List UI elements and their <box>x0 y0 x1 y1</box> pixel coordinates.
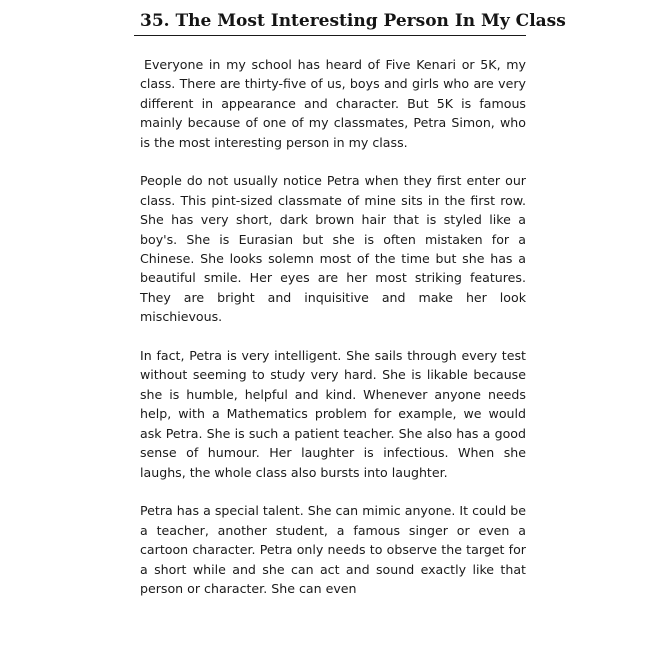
page-title: 35. The Most Interesting Person In My Class <box>140 11 566 31</box>
paragraph-1: Everyone in my school has heard of Five Kenari or 5K, my class. There are thirty-five of us, boys and girls who are very different in appearance and character. But 5K is famous mainly because of one of my classmates, Petra Simon, who is the most interesting person in my class. <box>140 57 526 150</box>
title-underline <box>134 35 526 36</box>
paragraph-4: Petra has a special talent. She can mimic anyone. It could be a teacher, another student, a famous singer or even a cartoon character. Petra only needs to observe the target for a short while and she can act and sound exactly like that person or character. She can even <box>140 503 526 596</box>
paragraph-2: People do not usually notice Petra when they first enter our class. This pint-sized classmate of mine sits in the first row. She has very short, dark brown hair that is styled like a boy's. She is Eurasian but she is often mistaken for a Chinese. She looks solemn most of the time but she has a beautiful smile. Her eyes are her most striking features. They are bright and inquisitive and make her look mischievous. <box>140 173 526 325</box>
paragraph-3: In fact, Petra is very intelligent. She sails through every test without seeming to study very hard. She is likable because she is humble, helpful and kind. Whenever anyone needs help, with a Mathematics problem for example, we would ask Petra. She is such a patient teacher. She also has a good sense of humour. Her laughter is infectious. When she laughs, the whole class also bursts into laughter. <box>140 348 526 480</box>
essay-body <box>140 55 526 618</box>
